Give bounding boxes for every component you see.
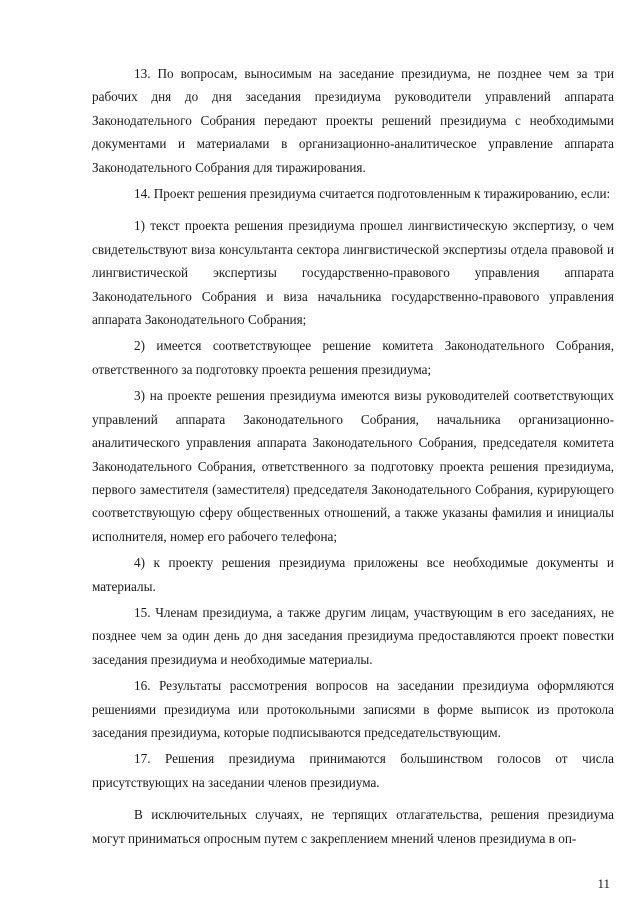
page-number: 11 (597, 876, 610, 891)
list-item-3: 3) на проекте решения президиума имеются визы руководителей соответствующих управлений аппарата Законодательного Собрания, начальника организационно-аналитического управления аппарата Законодательного Собрания, председателя комитета Законодательного Собрания, ответственного за подготовку проекта решения президиума, первого заместителя (заместителя) председателя Законодательного Собрания, курирующего соответствующую сферу общественных отношений, а также указаны фамилия и инициалы исполнителя, номер его рабочего телефона; (92, 388, 614, 544)
paragraph-exceptional-cases: В исключительных случаях, не терпящих отлагательства, решения президиума могут приниматься опросным путем с закреплением мнений членов президиума в оп- (92, 807, 614, 846)
paragraph-17: 17. Решения президиума принимаются большинством голосов от числа присутствующих на заседании членов президиума. (92, 751, 614, 790)
list-item-1: 1) текст проекта решения президиума прошел лингвистическую экспертизу, о чем свидетельствуют виза консультанта сектора лингвистической экспертизы отдела правовой и лингвистической экспертизы государственно-правового управления аппарата Законодательного Собрания и виза начальника государственно-правового управления аппарата Законодательного Собрания; (92, 218, 614, 328)
paragraph-14: 14. Проект решения президиума считается подготовленным к тиражированию, если: (134, 186, 611, 202)
list-item-4: 4) к проекту решения президиума приложены все необходимые документы и материалы. (92, 555, 614, 594)
document-page (92, 62, 614, 853)
paragraph-16: 16. Результаты рассмотрения вопросов на заседании президиума оформляются решениями президиума или протокольными записями в форме выписок из протокола заседания президиума, которые подписываются председательствующим. (92, 678, 614, 740)
list-item-2: 2) имеется соответствующее решение комитета Законодательного Собрания, ответственного за подготовку проекта решения президиума; (92, 338, 614, 377)
paragraph-15: 15. Членам президиума, а также другим лицам, участвующим в его заседаниях, не позднее чем за один день до дня заседания президиума предоставляются проект повестки заседания президиума и необходимые материалы. (92, 604, 614, 667)
paragraph-13: 13. По вопросам, выносимым на заседание президиума, не позднее чем за три рабочих дня до дня заседания президиума руководители управлений аппарата Законодательного Собрания передают проекты решений президиума с необходимыми документами и материалами в организационно-аналитическое управление аппарата Законодательного Собрания для тиражирования. (92, 66, 614, 175)
